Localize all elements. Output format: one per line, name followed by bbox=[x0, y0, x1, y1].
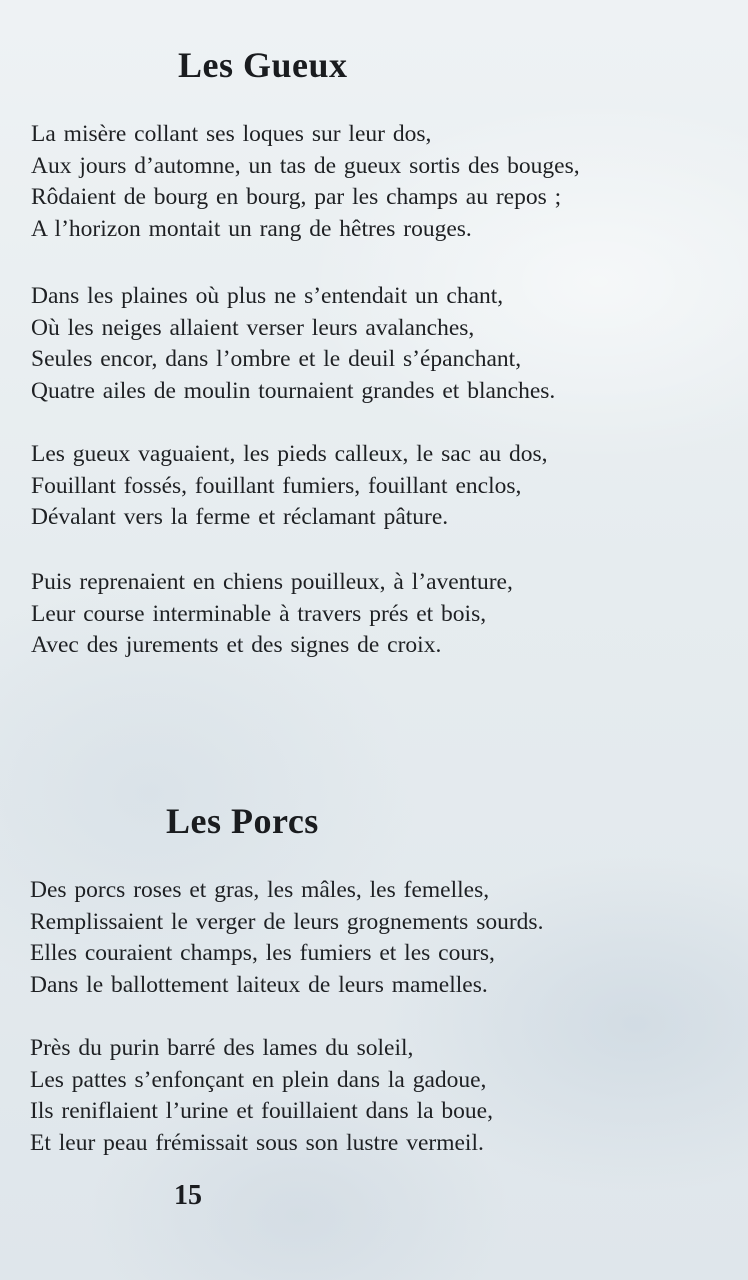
verse-line: Les gueux vaguaient, les pieds calleux, le sac au dos, bbox=[31, 441, 548, 467]
verse-line: Seules encor, dans l’ombre et le deuil s’épanchant, bbox=[31, 346, 522, 372]
verse-line: La misère collant ses loques sur leur dos, bbox=[31, 121, 432, 147]
verse-line: Remplissaient le verger de leurs grognements sourds. bbox=[30, 908, 544, 935]
stanza bbox=[31, 567, 513, 662]
verse-line: Où les neiges allaient verser leurs avalanches, bbox=[31, 314, 475, 341]
verse-line: Et leur peau frémissait sous son lustre vermeil. bbox=[30, 1129, 484, 1156]
verse-line: Dans le ballottement laiteux de leurs mamelles. bbox=[30, 971, 488, 998]
verse-line: Fouillant fossés, fouillant fumiers, fouillant enclos, bbox=[31, 472, 522, 499]
poem-title: Les Gueux bbox=[178, 45, 348, 85]
verse-line: A l’horizon montait un rang de hêtres rouges. bbox=[31, 215, 472, 242]
verse-line: Des porcs roses et gras, les mâles, les femelles, bbox=[30, 877, 490, 903]
verse-line: Dévalant vers la ferme et réclamant pâture. bbox=[31, 504, 449, 530]
verse-line: Leur course interminable à travers prés et bois, bbox=[31, 600, 487, 627]
stanza bbox=[30, 875, 543, 1001]
verse-line: Quatre ailes de moulin tournaient grandes et blanches. bbox=[31, 377, 556, 404]
stanza bbox=[31, 281, 555, 407]
verse-line: Dans les plaines où plus ne s’entendait un chant, bbox=[31, 283, 504, 309]
verse-line: Elles couraient champs, les fumiers et les cours, bbox=[30, 940, 495, 966]
verse-line: Ils reniflaient l’urine et fouillaient dans la boue, bbox=[30, 1098, 493, 1124]
verse-line: Aux jours d’automne, un tas de gueux sortis des bouges, bbox=[31, 152, 580, 179]
poem-title: Les Porcs bbox=[166, 801, 319, 841]
verse-line: Rôdaient de bourg en bourg, par les champs au repos ; bbox=[31, 184, 562, 210]
verse-line: Près du purin barré des lames du soleil, bbox=[30, 1035, 414, 1061]
verse-line: Avec des jurements et des signes de croix. bbox=[31, 632, 442, 658]
page-number: 15 bbox=[174, 1180, 202, 1211]
stanza bbox=[31, 439, 548, 534]
stanza bbox=[30, 1033, 493, 1159]
verse-line: Puis reprenaient en chiens pouilleux, à l’aventure, bbox=[31, 569, 513, 595]
verse-line: Les pattes s’enfonçant en plein dans la gadoue, bbox=[30, 1066, 487, 1093]
stanza bbox=[31, 119, 580, 245]
